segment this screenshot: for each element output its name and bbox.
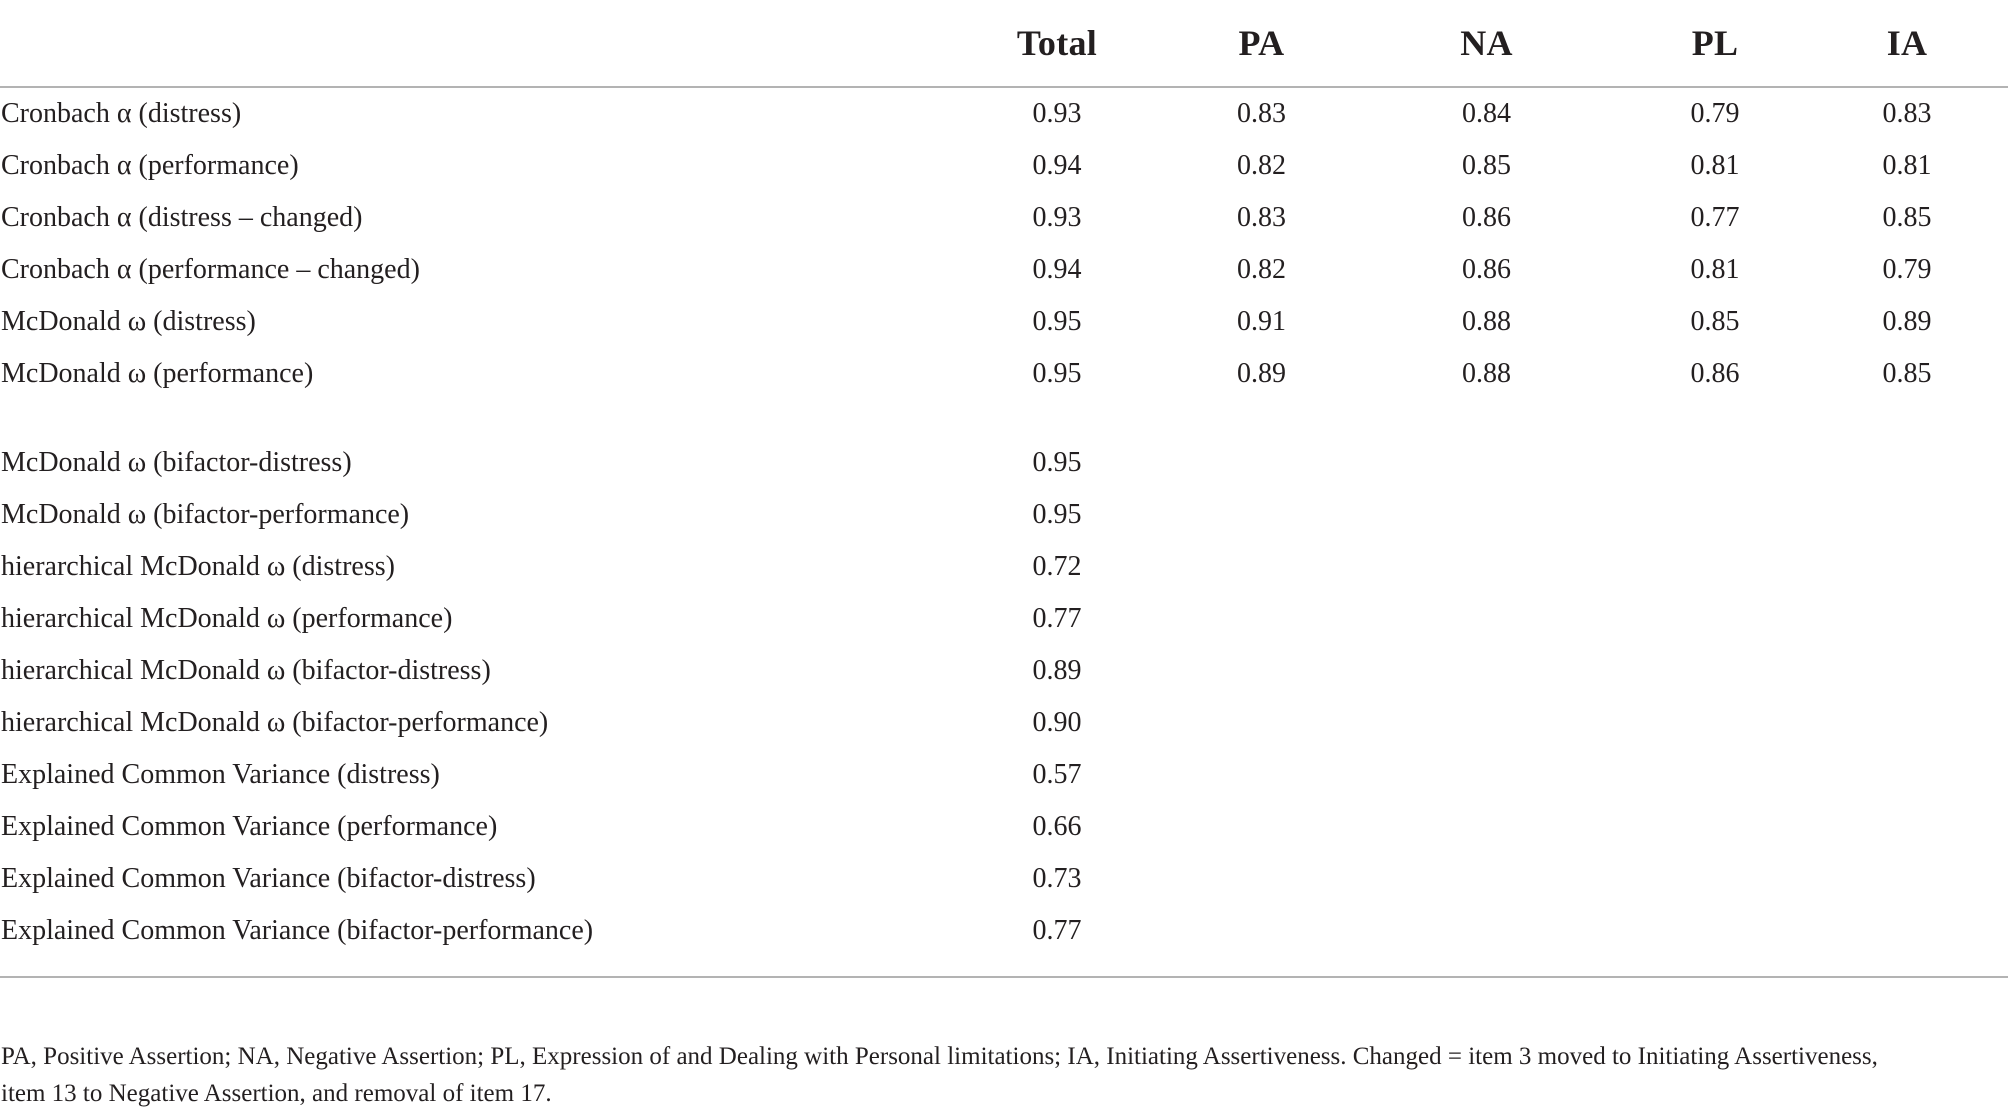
- row-label: Cronbach α (distress – changed): [1, 202, 363, 233]
- row-label: Explained Common Variance (distress): [1, 759, 440, 790]
- cell-pa: 0.82: [1237, 254, 1286, 285]
- cell-empty: [1624, 645, 1806, 697]
- footnote-line: PA, Positive Assertion; NA, Negative Assertion; PL, Expression of and Dealing with Personal limitations; IA, Initiating Assertiveness. Changed = item 3 moved to Initiating Assertiveness,: [1, 1043, 1878, 1070]
- cell-ia: 0.81: [1882, 150, 1932, 181]
- cell-empty: [1806, 749, 2008, 801]
- cell-pl: 0.86: [1690, 358, 1740, 389]
- cell-total: 0.89: [1032, 655, 1082, 686]
- row-label: hierarchical McDonald ω (bifactor-distress): [1, 655, 491, 686]
- cell-empty: [1174, 489, 1349, 541]
- cell-empty: [1806, 645, 2008, 697]
- cell-ia: 0.79: [1882, 254, 1932, 285]
- cell-total: 0.73: [1032, 863, 1082, 894]
- table-header: [0, 0, 2008, 87]
- cell-empty: [1349, 853, 1624, 905]
- cell-total: 0.95: [1032, 499, 1082, 530]
- table-row: [0, 749, 2008, 801]
- cell-empty: [1624, 437, 1806, 489]
- cell-empty: [1806, 489, 2008, 541]
- cell-pl: 0.77: [1690, 202, 1740, 233]
- cell-ia: 0.85: [1882, 358, 1932, 389]
- cell-ia: 0.89: [1882, 306, 1932, 337]
- cell-pa: 0.83: [1237, 98, 1286, 129]
- table-row: [0, 87, 2008, 140]
- cell-pl: 0.81: [1690, 150, 1740, 181]
- cell-empty: [1349, 749, 1624, 801]
- cell-total: 0.95: [1032, 447, 1082, 478]
- cell-empty: [1624, 801, 1806, 853]
- table-row: [0, 853, 2008, 905]
- cell-empty: [1806, 541, 2008, 593]
- cell-empty: [1806, 593, 2008, 645]
- cell-empty: [1174, 541, 1349, 593]
- cell-total: 0.95: [1032, 358, 1082, 389]
- cell-ia: 0.85: [1882, 202, 1932, 233]
- table-row: [0, 348, 2008, 400]
- header-total: Total: [940, 0, 1174, 87]
- cell-na: 0.84: [1462, 98, 1511, 129]
- cell-empty: [1624, 749, 1806, 801]
- header-row: [0, 0, 2008, 87]
- cell-na: 0.86: [1462, 202, 1511, 233]
- cell-empty: [1174, 905, 1349, 957]
- cell-pl: 0.85: [1690, 306, 1740, 337]
- cell-pl: 0.79: [1690, 98, 1740, 129]
- table-row: [0, 541, 2008, 593]
- cell-na: 0.88: [1462, 358, 1511, 389]
- row-label: Explained Common Variance (performance): [1, 811, 498, 842]
- table-body: [0, 87, 2008, 957]
- table-footnote: [1, 1038, 2001, 1112]
- cell-pa: 0.91: [1237, 306, 1286, 337]
- cell-empty: [1624, 853, 1806, 905]
- row-label: Cronbach α (performance – changed): [1, 254, 420, 285]
- cell-total: 0.93: [1032, 202, 1082, 233]
- table-row: [0, 801, 2008, 853]
- row-label: Cronbach α (performance): [1, 150, 299, 181]
- cell-empty: [1806, 905, 2008, 957]
- cell-empty: [1806, 801, 2008, 853]
- cell-total: 0.93: [1032, 98, 1082, 129]
- cell-empty: [1624, 697, 1806, 749]
- cell-empty: [1349, 905, 1624, 957]
- cell-empty: [1174, 593, 1349, 645]
- row-label: Explained Common Variance (bifactor-performance): [1, 915, 594, 946]
- cell-total: 0.94: [1032, 254, 1082, 285]
- cell-empty: [1624, 593, 1806, 645]
- cell-empty: [1624, 905, 1806, 957]
- row-label: McDonald ω (performance): [1, 358, 314, 389]
- cell-total: 0.57: [1032, 759, 1082, 790]
- header-pl: PL: [1624, 0, 1806, 87]
- row-label: hierarchical McDonald ω (performance): [1, 603, 453, 634]
- cell-total: 0.72: [1032, 551, 1082, 582]
- row-label: McDonald ω (bifactor-distress): [1, 447, 352, 478]
- cell-empty: [1806, 853, 2008, 905]
- table-row: [0, 296, 2008, 348]
- header-label-column: [0, 0, 940, 87]
- cell-empty: [1349, 541, 1624, 593]
- group-spacer-row: [0, 400, 2008, 437]
- cell-ia: 0.83: [1882, 98, 1932, 129]
- header-pa: PA: [1174, 0, 1349, 87]
- table-row: [0, 489, 2008, 541]
- cell-empty: [1174, 645, 1349, 697]
- row-label: Cronbach α (distress): [1, 98, 242, 129]
- table-row: [0, 244, 2008, 296]
- table-row: [0, 697, 2008, 749]
- cell-empty: [1349, 593, 1624, 645]
- header-na: NA: [1349, 0, 1624, 87]
- table-row: [0, 192, 2008, 244]
- cell-total: 0.90: [1032, 707, 1082, 738]
- cell-total: 0.77: [1032, 603, 1082, 634]
- table-row: [0, 437, 2008, 489]
- cell-empty: [1806, 697, 2008, 749]
- header-ia: IA: [1806, 0, 2008, 87]
- row-label: McDonald ω (bifactor-performance): [1, 499, 410, 530]
- cell-empty: [1806, 437, 2008, 489]
- cell-total: 0.94: [1032, 150, 1082, 181]
- row-label: hierarchical McDonald ω (distress): [1, 551, 395, 582]
- footnote-line: item 13 to Negative Assertion, and removal of item 17.: [1, 1080, 552, 1107]
- cell-empty: [1174, 749, 1349, 801]
- cell-pa: 0.82: [1237, 150, 1286, 181]
- cell-empty: [1624, 541, 1806, 593]
- cell-pa: 0.89: [1237, 358, 1286, 389]
- table-row: [0, 140, 2008, 192]
- cell-empty: [1174, 437, 1349, 489]
- cell-empty: [1174, 801, 1349, 853]
- table-row: [0, 593, 2008, 645]
- cell-pl: 0.81: [1690, 254, 1740, 285]
- cell-total: 0.77: [1032, 915, 1082, 946]
- cell-pa: 0.83: [1237, 202, 1286, 233]
- cell-empty: [1174, 697, 1349, 749]
- cell-empty: [1174, 853, 1349, 905]
- cell-na: 0.85: [1462, 150, 1511, 181]
- cell-empty: [1624, 489, 1806, 541]
- cell-total: 0.66: [1032, 811, 1082, 842]
- cell-empty: [1349, 697, 1624, 749]
- table-row: [0, 645, 2008, 697]
- row-label: Explained Common Variance (bifactor-distress): [1, 863, 536, 894]
- group-spacer: [0, 400, 2008, 437]
- cell-empty: [1349, 437, 1624, 489]
- cell-empty: [1349, 801, 1624, 853]
- cell-empty: [1349, 645, 1624, 697]
- cell-na: 0.86: [1462, 254, 1511, 285]
- table-bottom-rule: [0, 976, 2008, 978]
- cell-empty: [1349, 489, 1624, 541]
- cell-total: 0.95: [1032, 306, 1082, 337]
- table-row: [0, 905, 2008, 957]
- cell-na: 0.88: [1462, 306, 1511, 337]
- row-label: McDonald ω (distress): [1, 306, 256, 337]
- row-label: hierarchical McDonald ω (bifactor-performance): [1, 707, 549, 738]
